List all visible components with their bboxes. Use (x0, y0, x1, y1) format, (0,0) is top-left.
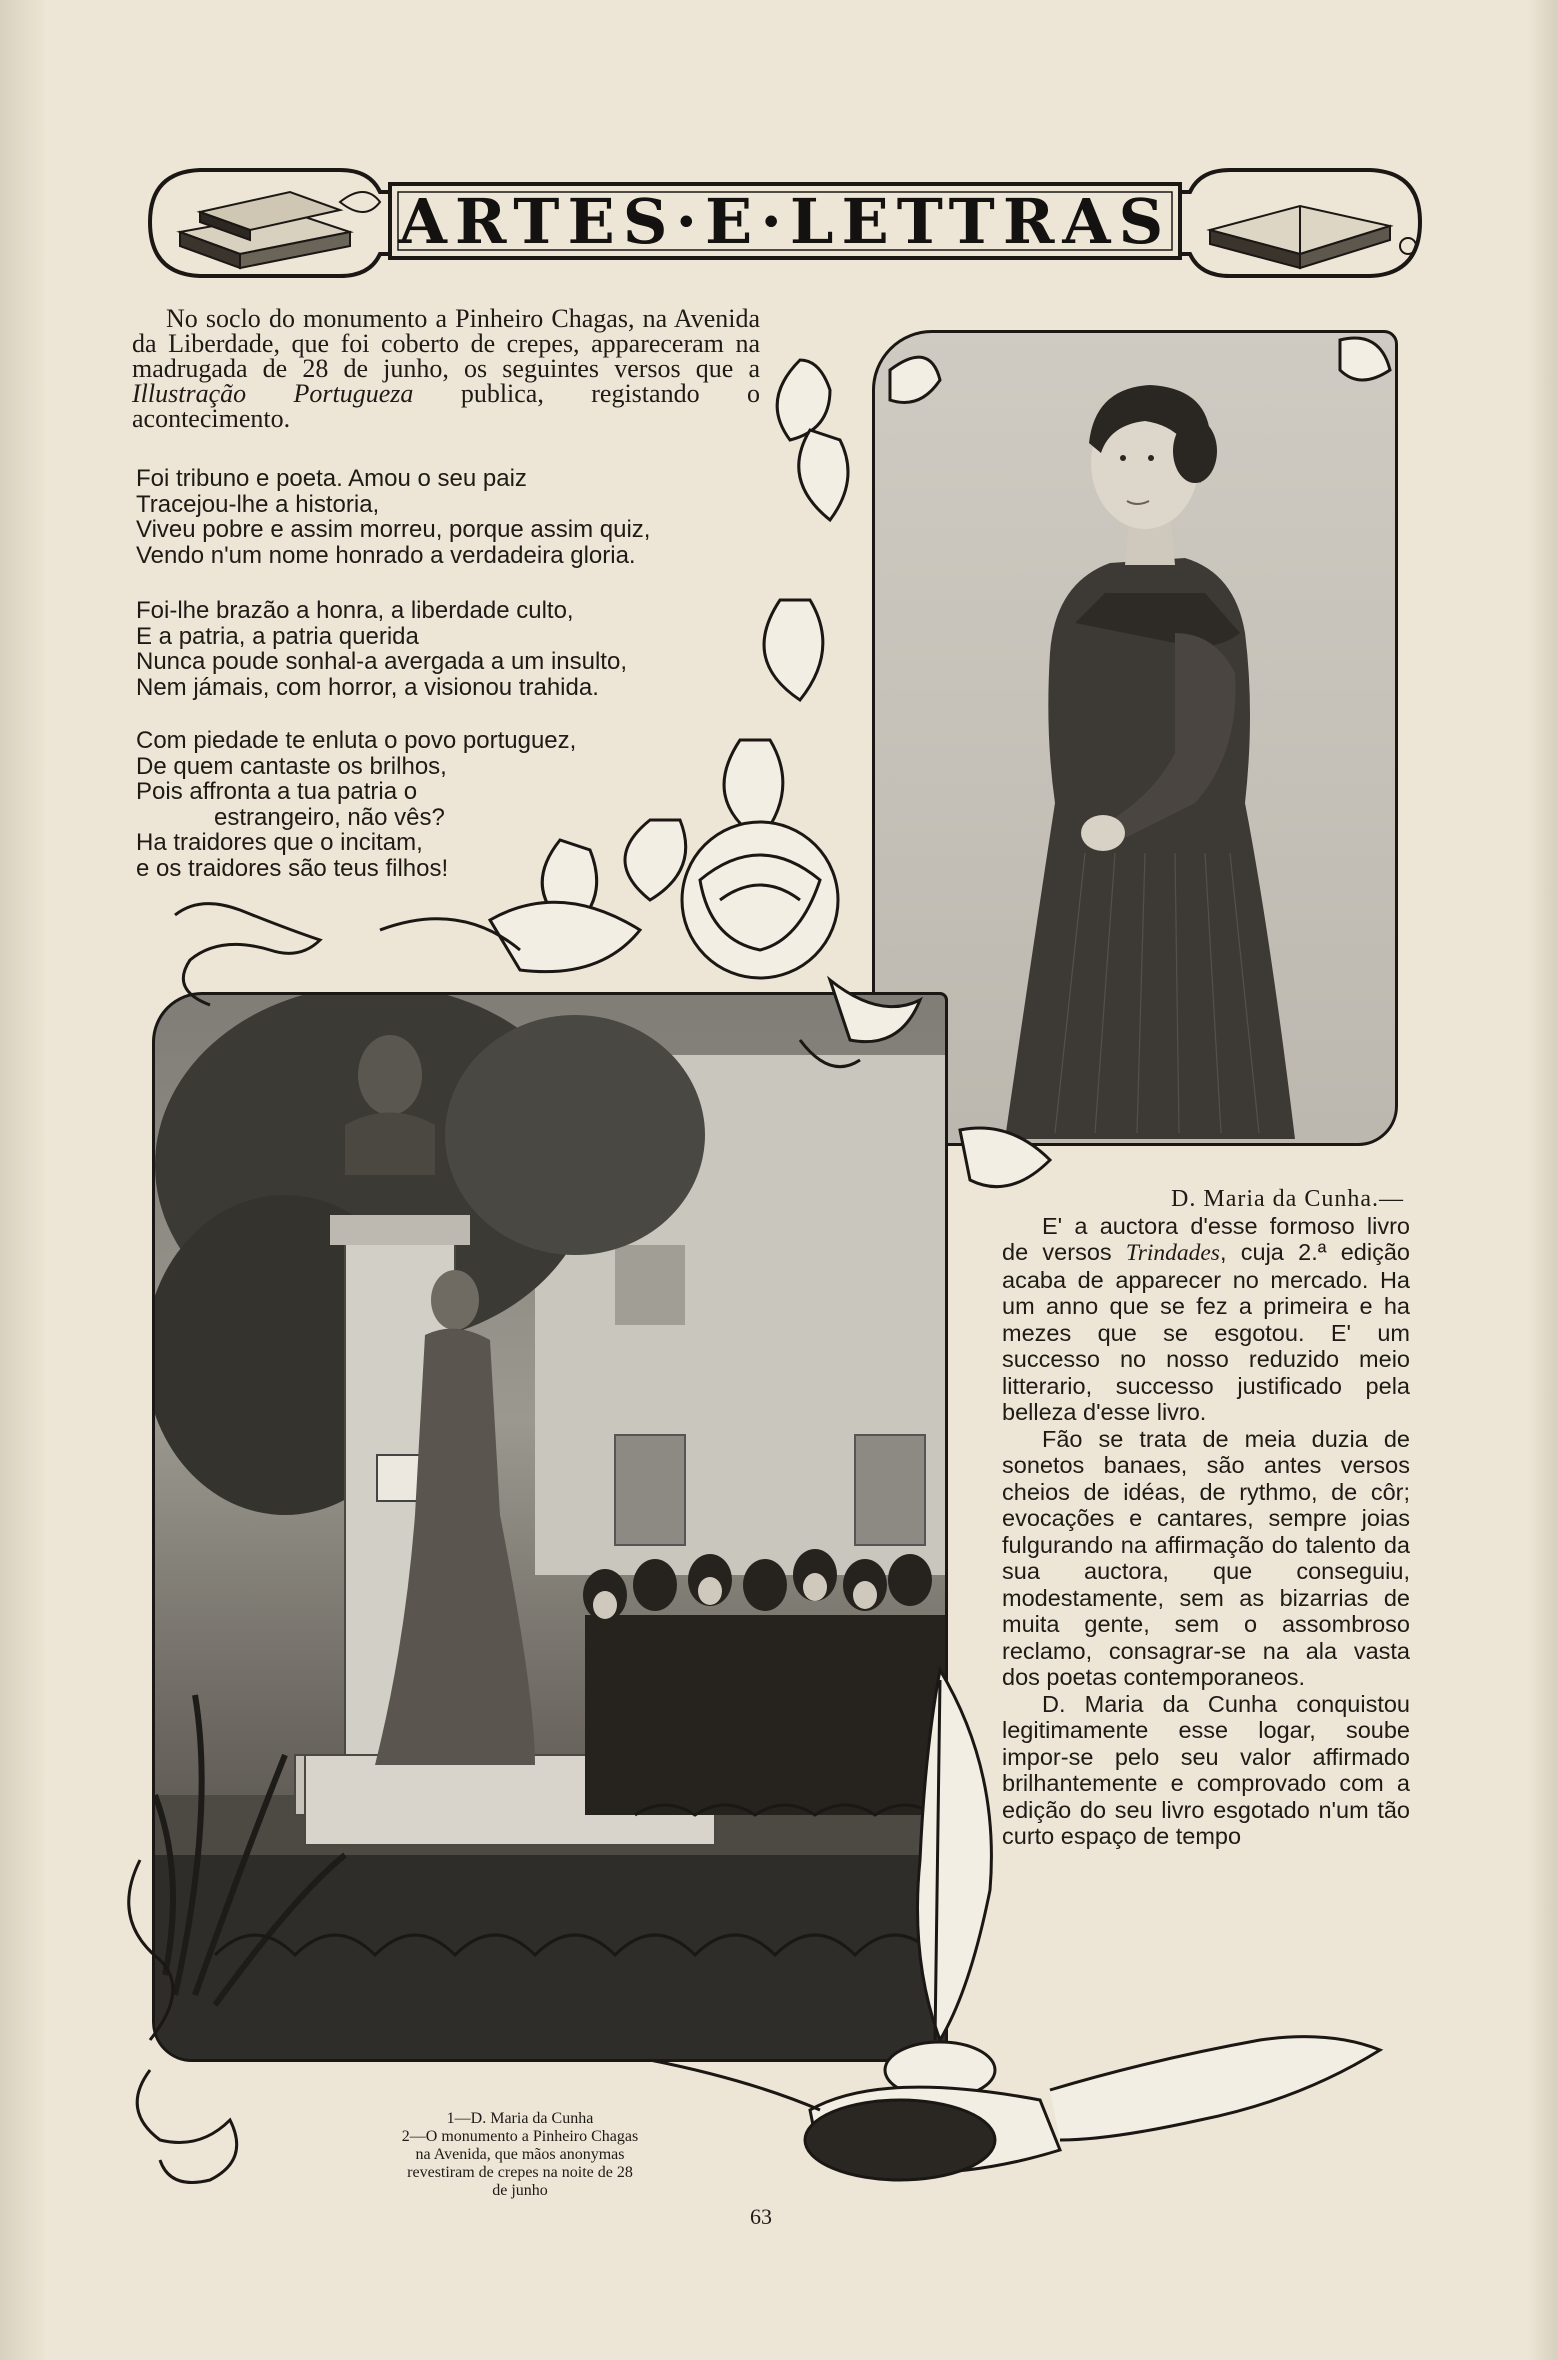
page-gutter-shadow (0, 0, 44, 2360)
article-byline: D. Maria da Cunha.— (1171, 1186, 1404, 1212)
caption-line: na Avenida, que mãos anonymas (415, 2146, 625, 2163)
poem-stanza-2 (136, 598, 776, 700)
poem-line: Com piedade te enluta o povo portuguez, (136, 727, 577, 754)
poem-line: Foi tribuno e poeta. Amou o seu paiz (136, 465, 527, 492)
portrait-photo-maria-da-cunha (872, 330, 1398, 1146)
poem-line: De quem cantaste os brilhos, (136, 752, 447, 780)
page-edge (1527, 0, 1557, 2360)
poem-line: Foi-lhe brazão a honra, a liberdade culto, (136, 597, 574, 624)
poem-line: Nunca poude sonhal-a avergada a um insulto, (136, 648, 627, 675)
intro-paragraph (132, 306, 760, 431)
article-p1-b: , cuja 2.ª edição acaba de apparecer no mercado. Ha um anno que se fez a primeira e ha mezes que se esgotou. E' um successo no nosso reduzido meio litterario, successo justificado pela belleza d'esse livro. (1002, 1239, 1410, 1425)
caption-line: 1—D. Maria da Cunha (446, 2110, 594, 2127)
poem-line: Pois affronta a tua patria o (136, 778, 418, 805)
photo-caption (330, 2110, 710, 2200)
article-p1-a: E' a auctora d'esse formoso livro de versos (1002, 1212, 1410, 1265)
poem-line: Viveu pobre e assim morreu, porque assim quiz, (136, 516, 651, 543)
poem-line: Vendo n'um nome honrado a verdadeira gloria. (136, 541, 636, 569)
article-paragraph-2: Fão se trata de meia duzia de sonetos banaes, são antes versos cheios de idéas, de rythmo, de côr; evocações e cantares, sempre joias fulgurando na affirmação do talento da sua auctora, que conseguiu, modestamente, sem as bizarrias de muita gente, sem o assombroso reclamo, consagrar-se na ala vasta dos poetas contemporaneos. (1002, 1425, 1410, 1690)
intro-text-after: publica, registando o acontecimento. (132, 379, 760, 433)
masthead-banner (140, 162, 1430, 282)
article-paragraph-3: D. Maria da Cunha conquistou legitimamente esse logar, soube impor-se pelo seu valor affirmado brilhantemente e comprovado com a edição do seu livro esgotado n'um tão curto espaço de tempo (1002, 1690, 1410, 1849)
poem-stanza-1 (136, 466, 776, 568)
poem-line: Ha traidores que o incitam, (136, 829, 423, 856)
masthead-title: ARTES·E·LETTRAS (398, 184, 1172, 258)
poem-line: Nem jámais, com horror, a visionou trahida. (136, 673, 599, 701)
monument-photo-pinheiro-chagas (152, 992, 948, 2062)
poem-stanza-3 (136, 728, 776, 881)
poem-line: Tracejou-lhe a historia, (136, 490, 380, 518)
poem-line: e os traidores são teus filhos! (136, 854, 449, 882)
book-title: Trindades (1125, 1240, 1220, 1266)
intro-text-before: No soclo do monumento a Pinheiro Chagas, na Avenida da Liberdade, que foi coberto de crepes, appareceram na madrugada de 28 de junho, os seguintes versos que a (132, 304, 760, 383)
caption-line: de junho (492, 2182, 548, 2199)
caption-line: 2—O monumento a Pinheiro Chagas (401, 2128, 639, 2145)
page-number: 63 (750, 2204, 772, 2229)
poem-line: estrangeiro, não vês? (214, 803, 445, 831)
caption-line: revestiram de crepes na noite de 28 (407, 2164, 633, 2181)
publication-name: Illustração Portugueza (132, 379, 414, 408)
article-paragraph-1 (1002, 1213, 1410, 1426)
article-body (1002, 1186, 1410, 1850)
poem-line: E a patria, a patria querida (136, 622, 419, 650)
